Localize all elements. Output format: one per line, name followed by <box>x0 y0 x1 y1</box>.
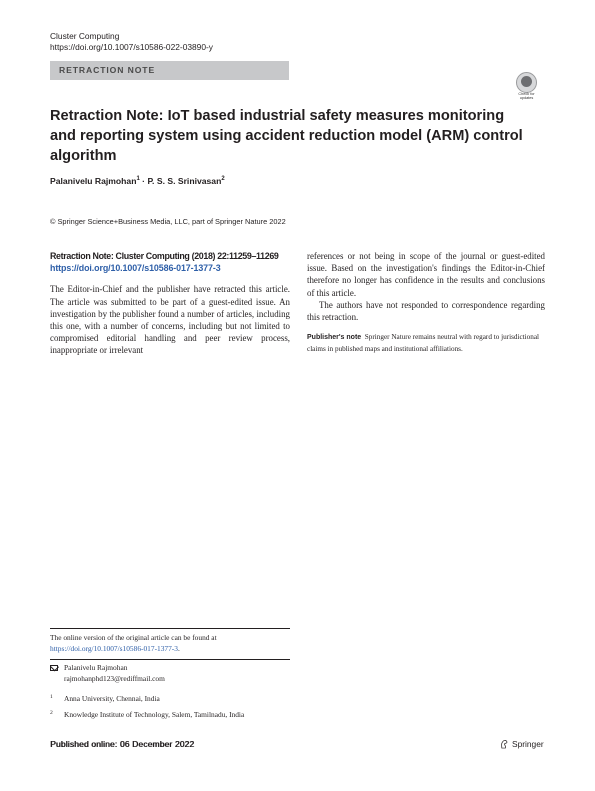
publisher-logo <box>500 739 544 749</box>
publication-date: Published online: 06 December 2022 <box>50 739 195 749</box>
envelope-icon <box>50 665 58 671</box>
footnote-divider <box>50 659 290 660</box>
affiliation-marker: 1 <box>136 176 140 182</box>
affiliation <box>50 694 160 704</box>
publisher-note <box>307 332 545 354</box>
retracted-article-doi-link[interactable]: https://doi.org/10.1007/s10586-017-1377-3 <box>50 263 221 274</box>
left-column <box>50 250 290 357</box>
affiliation-text: Anna University, Chennai, India <box>64 694 160 703</box>
retraction-paragraph: The Editor-in-Chief and the publisher have retracted this article. The article was submitted to be part of a guest-edited issue. An investigation by the publisher found a number of articles, including this one, with a number of concerns, including but not limited to compromised editorial handling and peer review process, inappropriate or irrelevant <box>50 284 290 356</box>
journal-name: Cluster Computing <box>50 31 120 41</box>
copyright-notice: © Springer Science+Business Media, LLC, part of Springer Nature 2022 <box>50 217 286 226</box>
check-for-updates-label: Check for updates <box>518 92 535 101</box>
online-version-note: The online version of the original article can be found at https://doi.org/10.1007/s10586-017-1377-3. <box>50 633 217 653</box>
affiliation-text: Knowledge Institute of Technology, Salem, Tamilnadu, India <box>64 710 245 719</box>
publisher-note-text: Springer Nature remains neutral with regard to jurisdictional claims in published maps and institutional affiliations. <box>307 333 540 353</box>
corresponding-author-email[interactable]: rajmohanphd123@rediffmail.com <box>64 673 165 683</box>
author-list <box>50 176 225 186</box>
original-article-link[interactable]: https://doi.org/10.1007/s10586-017-1377-3 <box>50 643 178 653</box>
author-name[interactable]: P. S. S. Srinivasan <box>147 176 222 186</box>
affiliation <box>50 710 244 720</box>
footnote-divider <box>50 628 290 629</box>
affiliation-marker: 2 <box>221 176 225 182</box>
author-name[interactable]: Palanivelu Rajmohan <box>50 176 137 186</box>
corresponding-author-name: Palanivelu Rajmohan <box>64 663 128 672</box>
article-type-label: RETRACTION NOTE <box>59 65 156 75</box>
right-column <box>307 250 545 354</box>
author-response-paragraph: The authors have not responded to correspondence regarding this retraction. <box>307 299 545 323</box>
retraction-paragraph-continued: references or not being in scope of the journal or guest-edited issue. Based on the investigation's findings the Editor-in-Chief therefore no longer has confidence in the results and conclusions of this article. <box>307 251 545 298</box>
publisher-name: Springer <box>512 739 544 749</box>
article-type-banner <box>50 61 289 80</box>
affiliation-number: 2 <box>50 710 53 716</box>
article-doi[interactable]: https://doi.org/10.1007/s10586-022-03890-y <box>50 42 213 52</box>
corresponding-author <box>50 663 165 684</box>
affiliation-number: 1 <box>50 694 53 700</box>
publisher-note-label: Publisher's note <box>307 334 362 342</box>
article-title: Retraction Note: IoT based industrial safety measures monitoring and reporting system using accident reduction model (ARM) control algorithm <box>50 108 523 164</box>
springer-horse-icon <box>500 739 509 749</box>
author-separator: · <box>139 176 148 186</box>
check-for-updates-icon <box>516 72 537 93</box>
retracted-article-citation: Retraction Note: Cluster Computing (2018) 22:11259–11269 <box>50 251 279 261</box>
check-for-updates-badge[interactable] <box>513 72 540 101</box>
